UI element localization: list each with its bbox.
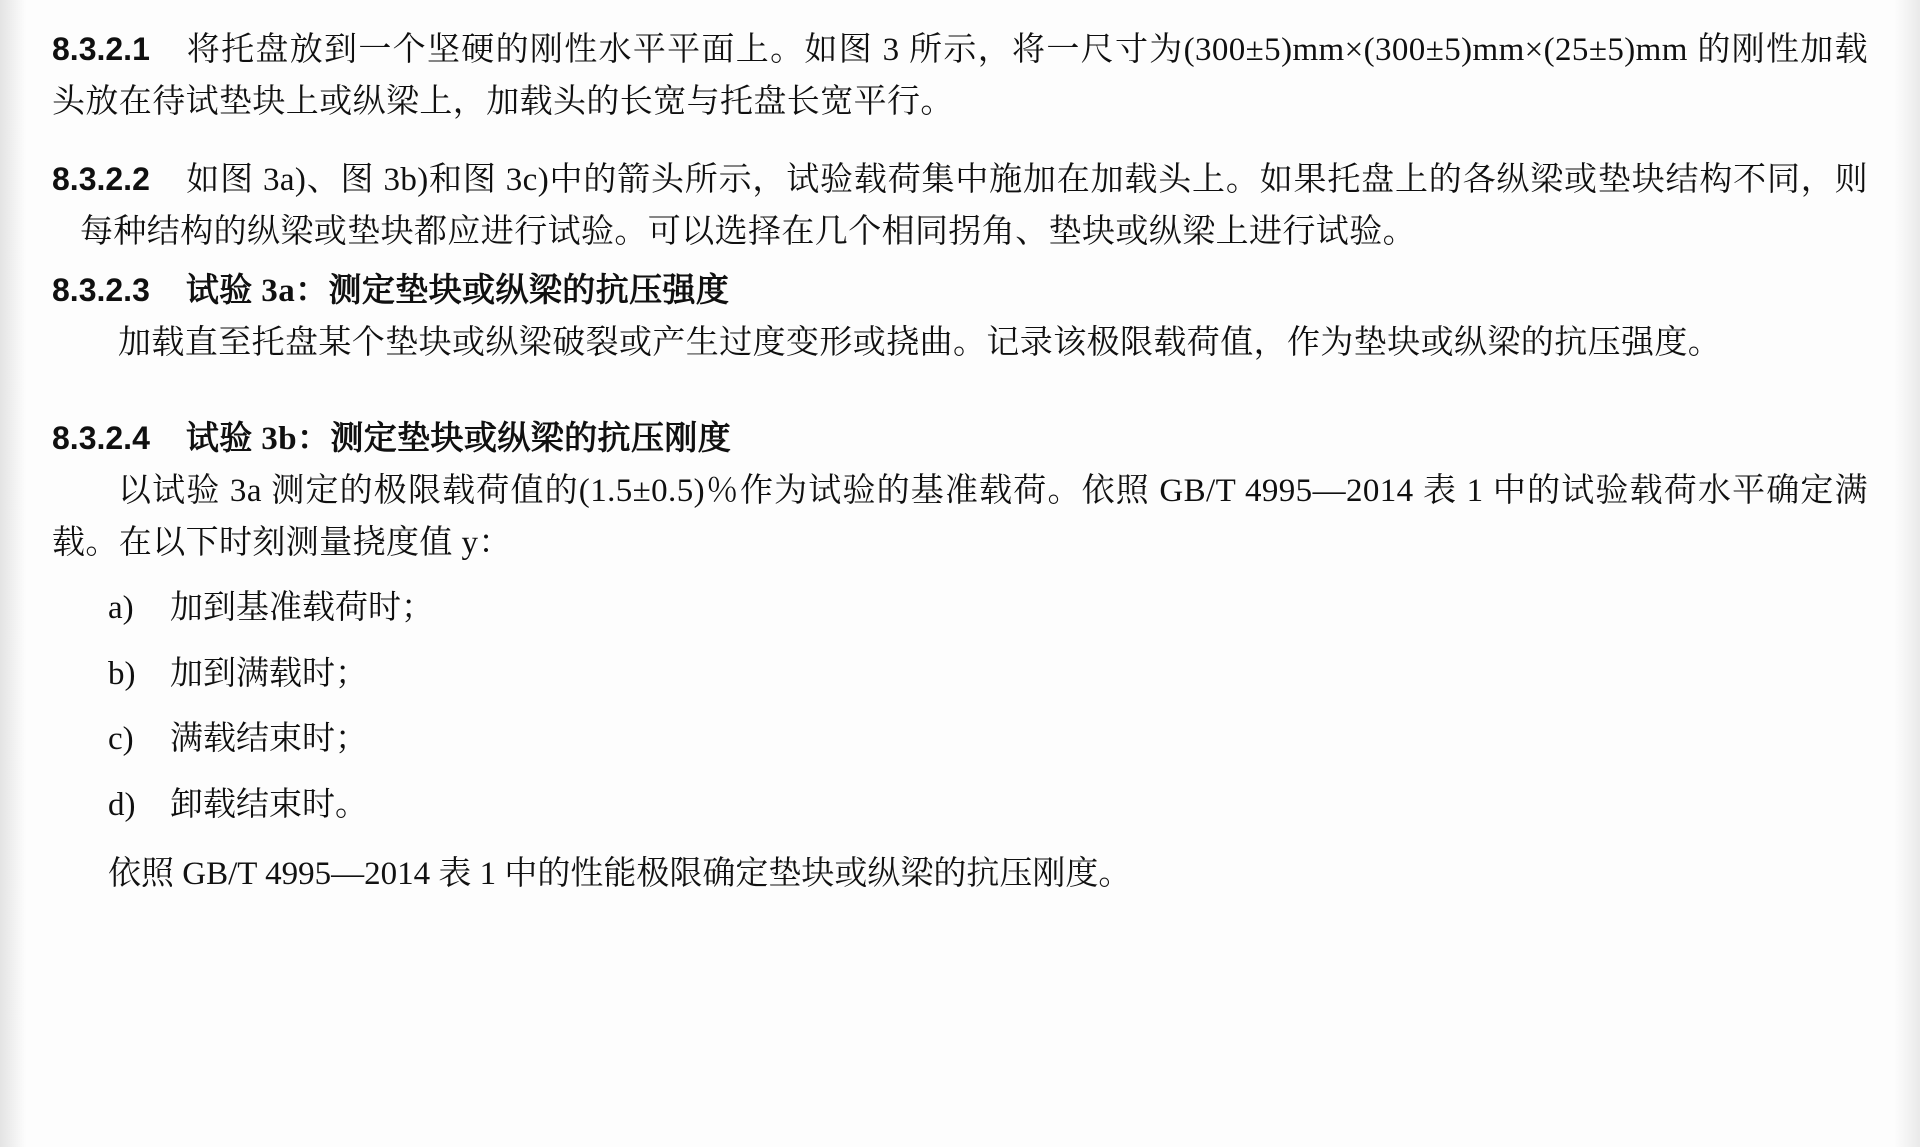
list-item-marker: a) (108, 590, 134, 627)
clause-8-3-2-4-heading (52, 413, 1868, 465)
clause-title: 试验 3a：测定垫块或纵梁的抗压强度 (185, 272, 730, 309)
clause-8-3-2-3-heading (52, 265, 1868, 317)
clause-8-3-2-1 (52, 10, 1868, 128)
clause-title: 试验 3b：测定垫块或纵梁的抗压刚度 (185, 420, 732, 457)
clause-text: 以试验 3a 测定的极限载荷值的(1.5±0.5)％作为试验的基准载荷。依照 GB/T 4995—2014 表 1 中的试验载荷水平确定满载。在以下时刻测量挠度值 y： (52, 472, 1868, 561)
list-item-marker: b) (108, 655, 136, 692)
clause-8-3-2-4-text (52, 465, 1868, 569)
clause-text: 如图 3a)、图 3b)和图 3c)中的箭头所示，试验载荷集中施加在加载头上。如果托盘上的各纵梁或垫块结构不同，则每种结构的纵梁或垫块都应进行试验。可以选择在几个相同拐角、垫块或纵梁上进行试验。 (80, 162, 1868, 251)
list-item-label: 卸载结束时。 (170, 786, 368, 823)
closing-paragraph (52, 849, 1868, 900)
list-item-label: 加到满载时； (170, 655, 368, 692)
list-item (52, 714, 1868, 765)
clause-8-3-2-2 (52, 154, 1868, 258)
clause-number: 8.3.2.4 (52, 419, 150, 456)
list-item (52, 649, 1868, 700)
clause-text: 加载直至托盘某个垫块或纵梁破裂或产生过度变形或挠曲。记录该极限载荷值，作为垫块或纵梁的抗压强度。 (118, 324, 1722, 361)
clause-number: 8.3.2.1 (52, 31, 150, 67)
list-item-marker: d) (108, 786, 136, 823)
clause-number: 8.3.2.2 (52, 161, 150, 198)
list-item-label: 满载结束时； (170, 721, 368, 758)
clause-number: 8.3.2.3 (52, 271, 150, 308)
measure-items-list (52, 583, 1868, 831)
clause-text: 将托盘放到一个坚硬的刚性水平平面上。如图 3 所示，将一尺寸为(300±5)mm×(300±5)mm×(25±5)mm 的刚性加载头放在待试垫块上或纵梁上，加载头的长宽与托盘长宽平行。 (52, 32, 1868, 121)
closing-text: 依照 GB/T 4995—2014 表 1 中的性能极限确定垫块或纵梁的抗压刚度。 (108, 856, 1132, 892)
list-item (52, 583, 1868, 634)
list-item-marker: c) (108, 721, 134, 758)
clause-8-3-2-3-text (52, 317, 1868, 369)
page-body-column (52, 10, 1868, 900)
list-item-label: 加到基准载荷时； (170, 590, 434, 627)
list-item (52, 780, 1868, 831)
